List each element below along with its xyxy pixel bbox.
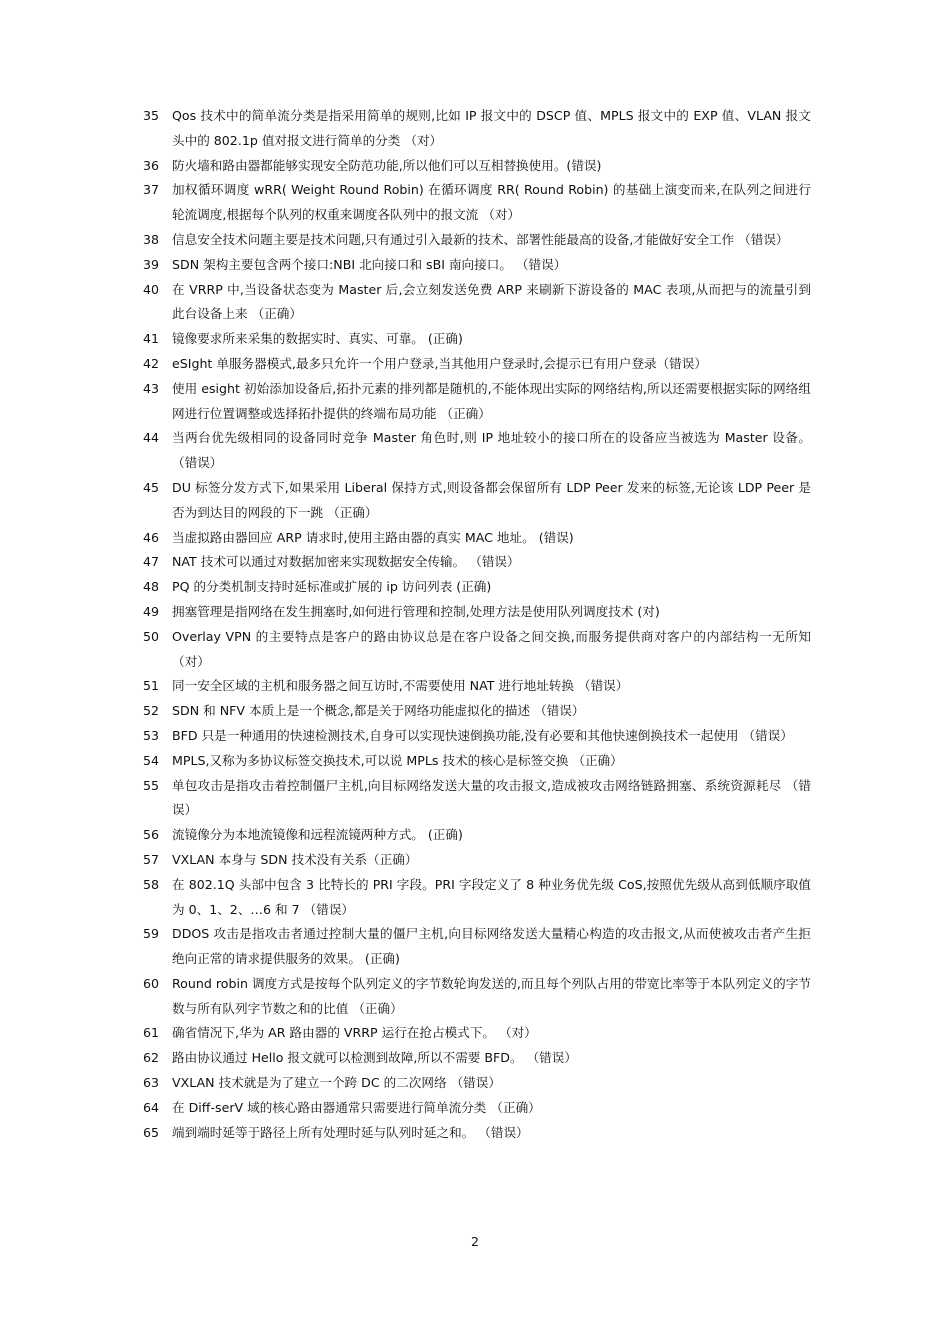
list-item [143,922,811,972]
question-list [143,104,811,1145]
item-text: MPLS,又称为多协议标签交换技术,可以说 MPLs 技术的核心是标签交换 （正确） [172,752,623,768]
item-number: 64 [143,1099,160,1115]
item-text: 当两台优先级相同的设备同时竞争 Master 角色时,则 IP 地址较小的接口所在的设备应当被选为 Master 设备。 （错误） [172,430,811,471]
item-text: 防火墙和路由器都能够实现安全防范功能,所以他们可以互相替换使用。(错误) [172,157,602,173]
item-number: 54 [143,752,160,768]
list-item [143,104,811,154]
item-text: 在 802.1Q 头部中包含 3 比特长的 PRI 字段。PRI 字段定义了 8 种业务优先级 CoS,按照优先级从高到低顺序取值为 0、1、2、…6 和 7 （错误） [172,876,811,917]
list-item [143,550,811,575]
item-number: 51 [143,678,160,694]
item-number: 57 [143,851,160,867]
list-item [143,823,811,848]
list-item [143,1046,811,1071]
item-text: 单包攻击是指攻击着控制僵尸主机,向目标网络发送大量的攻击报文,造成被攻击网络链路拥塞、系统资源耗尽 （错误） [172,777,811,818]
item-text: Overlay VPN 的主要特点是客户的路由协议总是在客户设备之间交换,而服务提供商对客户的内部结构一无所知 （对） [172,628,811,669]
list-item [143,575,811,600]
item-number: 46 [143,529,160,545]
item-text: DDOS 攻击是指攻击者通过控制大量的僵尸主机,向目标网络发送大量精心构造的攻击报文,从而使被攻击者产生拒绝向正常的请求提供服务的效果。 (正确) [172,926,811,967]
item-number: 39 [143,256,160,272]
item-text: DU 标签分发方式下,如果采用 Liberal 保持方式,则设备都会保留所有 LDP Peer 发来的标签,无论该 LDP Peer 是否为到达目的网段的下一跳 （正确） [172,479,811,520]
item-number: 61 [143,1025,160,1041]
list-item [143,600,811,625]
item-number: 42 [143,355,160,371]
list-item [143,674,811,699]
item-number: 65 [143,1124,160,1140]
list-item [143,873,811,923]
item-number: 50 [143,628,160,644]
list-item [143,699,811,724]
list-item [143,724,811,749]
item-text: 镜像要求所来采集的数据实时、真实、可靠。 (正确) [172,331,463,347]
list-item [143,848,811,873]
item-text: Round robin 调度方式是按每个队列定义的字节数轮询发送的,而且每个列队占用的带宽比率等于本队列定义的字节数与所有队列字节数之和的比值 （正确） [172,975,811,1016]
list-item [143,749,811,774]
item-number: 49 [143,603,160,619]
item-number: 43 [143,380,160,396]
list-item [143,253,811,278]
page-number: 2 [470,1234,479,1249]
item-text: PQ 的分类机制支持时延标准或扩展的 ip 访问列表 (正确) [172,579,492,595]
item-text: NAT 技术可以通过对数据加密来实现数据安全传输。 （错误） [172,554,520,570]
item-number: 36 [143,157,160,173]
item-number: 63 [143,1075,160,1091]
item-number: 58 [143,876,160,892]
list-item [143,1021,811,1046]
list-item [143,1121,811,1146]
item-number: 41 [143,331,160,347]
item-text: BFD 只是一种通用的快速检测技术,自身可以实现快速倒换功能,没有必要和其他快速倒换技术一起使用 （错误） [172,727,793,743]
list-item [143,426,811,476]
item-number: 53 [143,727,160,743]
list-item [143,625,811,675]
list-item [143,352,811,377]
list-item [143,228,811,253]
item-number: 52 [143,703,160,719]
item-text: 同一安全区域的主机和服务器之间互访时,不需要使用 NAT 进行地址转换 （错误） [172,678,629,694]
item-text: 拥塞管理是指网络在发生拥塞时,如何进行管理和控制,处理方法是使用队列调度技术 (对) [172,603,660,619]
item-number: 44 [143,430,160,446]
item-number: 59 [143,926,160,942]
list-item [143,1071,811,1096]
item-text: 流镜像分为本地流镜像和远程流镜两种方式。 (正确) [172,827,463,843]
item-number: 62 [143,1050,160,1066]
item-number: 35 [143,108,160,123]
list-item [143,526,811,551]
list-item [143,972,811,1022]
item-number: 48 [143,579,160,595]
item-text: 在 VRRP 中,当设备状态变为 Master 后,会立刻发送免费 ARP 来刷新下游设备的 MAC 表项,从而把与的流量引到此台设备上来 （正确） [172,281,811,322]
item-number: 55 [143,777,160,793]
item-number: 40 [143,281,160,297]
list-item [143,154,811,179]
item-text: Qos 技术中的简单流分类是指采用简单的规则,比如 IP 报文中的 DSCP 值、MPLS 报文中的 EXP 值、VLAN 报文头中的 802.1p 值对报文进行简单的分类 （对） [172,108,811,148]
list-item [143,327,811,352]
list-item [143,178,811,228]
item-number: 56 [143,827,160,843]
item-text: VXLAN 技术就是为了建立一个跨 DC 的二次网络 （错误） [172,1075,501,1091]
item-number: 47 [143,554,160,570]
item-text: SDN 和 NFV 本质上是一个概念,都是关于网络功能虚拟化的描述 （错误） [172,703,585,719]
item-text: eSIght 单服务器模式,最多只允许一个用户登录,当其他用户登录时,会提示已有用户登录（错误） [172,355,707,371]
item-text: 在 Diff-serV 域的核心路由器通常只需要进行简单流分类 （正确） [172,1099,541,1115]
list-item [143,1096,811,1121]
list-item [143,476,811,526]
item-number: 38 [143,231,160,247]
item-text: 路由协议通过 Hello 报文就可以检测到故障,所以不需要 BFD。 （错误） [172,1050,577,1066]
item-text: 当虚拟路由器回应 ARP 请求时,使用主路由器的真实 MAC 地址。 (错误) [172,529,574,545]
item-text: 端到端时延等于路径上所有处理时延与队列时延之和。 （错误） [172,1124,529,1140]
list-item [143,774,811,824]
item-text: 确省情况下,华为 AR 路由器的 VRRP 运行在抢占模式下。 （对） [172,1025,537,1041]
list-item [143,278,811,328]
item-text: SDN 架构主要包含两个接口:NBI 北向接口和 sBI 南向接口。 （错误） [172,256,567,272]
item-number: 37 [143,182,160,198]
item-number: 45 [143,479,160,495]
item-text: 信息安全技术问题主要是技术问题,只有通过引入最新的技术、部署性能最高的设备,才能做好安全工作 （错误） [172,231,789,247]
item-text: 加权循环调度 wRR( Weight Round Robin) 在循环调度 RR( Round Robin) 的基础上演变而来,在队列之间进行轮流调度,根据每个队列的权重来调度各队列中的报文流 （对） [172,182,811,223]
item-text: VXLAN 本身与 SDN 技术没有关系（正确） [172,851,418,867]
item-text: 使用 esight 初始添加设备后,拓扑元素的排列都是随机的,不能体现出实际的网络结构,所以还需要根据实际的网络组网进行位置调整或选择拓扑提供的终端布局功能 （正确） [172,380,811,421]
list-item [143,377,811,427]
item-number: 60 [143,975,160,991]
